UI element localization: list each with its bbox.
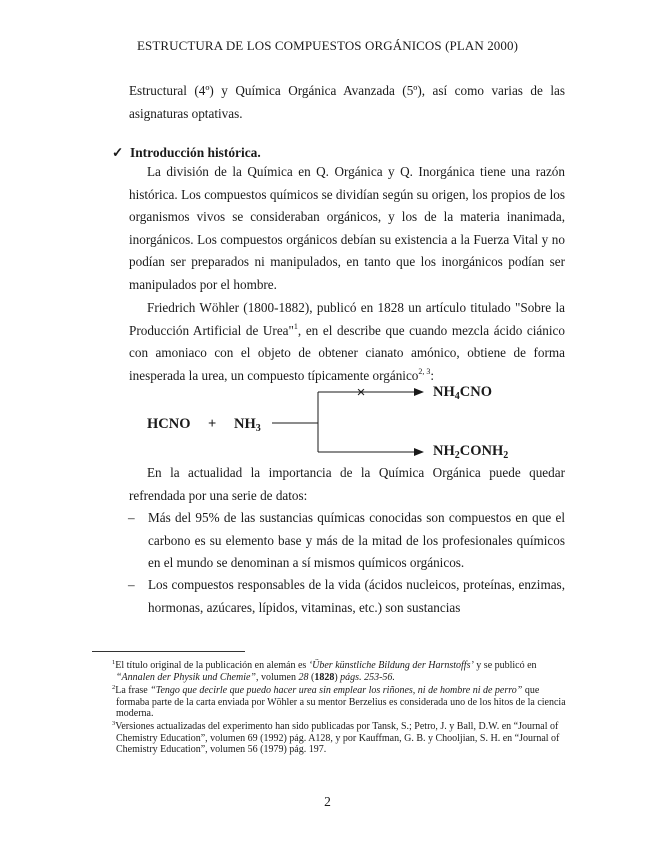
bullet-text: Los compuestos responsables de la vida (ácidos nucleicos, proteínas, enzimas, hormonas, azúcares, lípidos, vitaminas, etc.) son sustancias — [148, 577, 565, 615]
bullet-dash: – — [128, 510, 135, 525]
paragraph-importance: En la actualidad la importancia de la Química Orgánica puede quedar refrendada por una serie de datos: — [129, 465, 565, 503]
paragraph-wohler — [129, 297, 565, 387]
bullet-item-1 — [128, 507, 565, 575]
footnote-2: $^2$La frase “Tengo que decirle que puedo hacer urea sin emplear los riñones, ni de hombre ni de perro” que formaba parte de la carta enviada por Wöhler a su mentor Berzelius es considerada uno de los hitos de la ciencia moderna. — [112, 684, 566, 720]
wohler-text-a: Friedrich Wöhler (1800-1882), publicó en 1828 un artículo titulado "Sobre la Producción Artificial de Urea" — [129, 300, 565, 338]
reaction-scheme — [0, 378, 655, 468]
product-ammonium-cyanate: $NH_4CNO$ — [433, 384, 492, 402]
bullet-item-2 — [128, 574, 565, 619]
reactant-nh3: $NH_3$ — [234, 416, 261, 434]
footnote-ref-1: 1 — [293, 321, 298, 331]
product-urea: $NH_2CONH_2$ — [433, 443, 509, 461]
section-title: Introducción histórica. — [130, 145, 261, 160]
reactant-hcno: HCNO — [147, 416, 191, 432]
wohler-text-c: : — [430, 367, 435, 383]
bullet-text: Más del 95% de las sustancias químicas conocidas son compuestos en que el carbono es su elemento base y más de la mitad de los profesionales químicos en el mundo se denominan a sí mismos químicos orgánicos. — [148, 510, 565, 571]
page-number: 2 — [324, 794, 331, 809]
footnote-3: $^3$Versiones actualizadas del experimento han sido publicadas por Tansk, S.; Petro, J. y Ball, D.W. en “Journal of Chemistry Education”, volumen 69 (1992) pág. A128, y por Kauffman, G. B. y Chooljian, S. H. en “Journal of Chemistry Education”, volumen 56 (1979) pág. 197. — [112, 720, 560, 756]
footnote-separator — [92, 651, 245, 652]
footnote-ref-2-3: 2, 3 — [418, 366, 431, 376]
checkmark-icon: ✓ — [112, 145, 124, 160]
blocked-cross-icon: × — [356, 384, 366, 401]
intro-continuation: Estructural (4º) y Química Orgánica Avanzada (5º), así como varias de las asignaturas optativas. — [129, 83, 565, 121]
bullet-dash: – — [128, 577, 135, 592]
running-header: ESTRUCTURA DE LOS COMPUESTOS ORGÁNICOS (PLAN 2000) — [136, 38, 519, 53]
wohler-text-b: , en el describe que cuando mezcla ácido ciánico con amoniaco con el objeto de obtener cianato amónico, obtiene de forma inesperada la urea, un compuesto típicamente orgánico — [129, 322, 565, 383]
plus-sign: + — [208, 416, 217, 432]
paragraph-history: La división de la Química en Q. Orgánica y Q. Inorgánica tiene una razón histórica. Los compuestos químicos se dividían según su origen, los propios de los organismos vivos se consideraban orgánicos, y los de la materia inanimada, inorgánicos. Los compuestos orgánicos debían su existencia a la Fuerza Vital y no podían ser preparados ni manipulados, en tanto que los inorgánicos podían ser manipulados por el hombre. — [129, 164, 565, 292]
footnote-1: $^1$El título original de la publicación en alemán es ‘Über künstliche Bildung der Harnstoffs’ y se publicó en “Annalen der Physik und Chemie”, volumen 28 (1828) págs. 253-56. — [112, 659, 537, 683]
section-heading — [112, 145, 261, 161]
reaction-arrows — [0, 378, 655, 468]
